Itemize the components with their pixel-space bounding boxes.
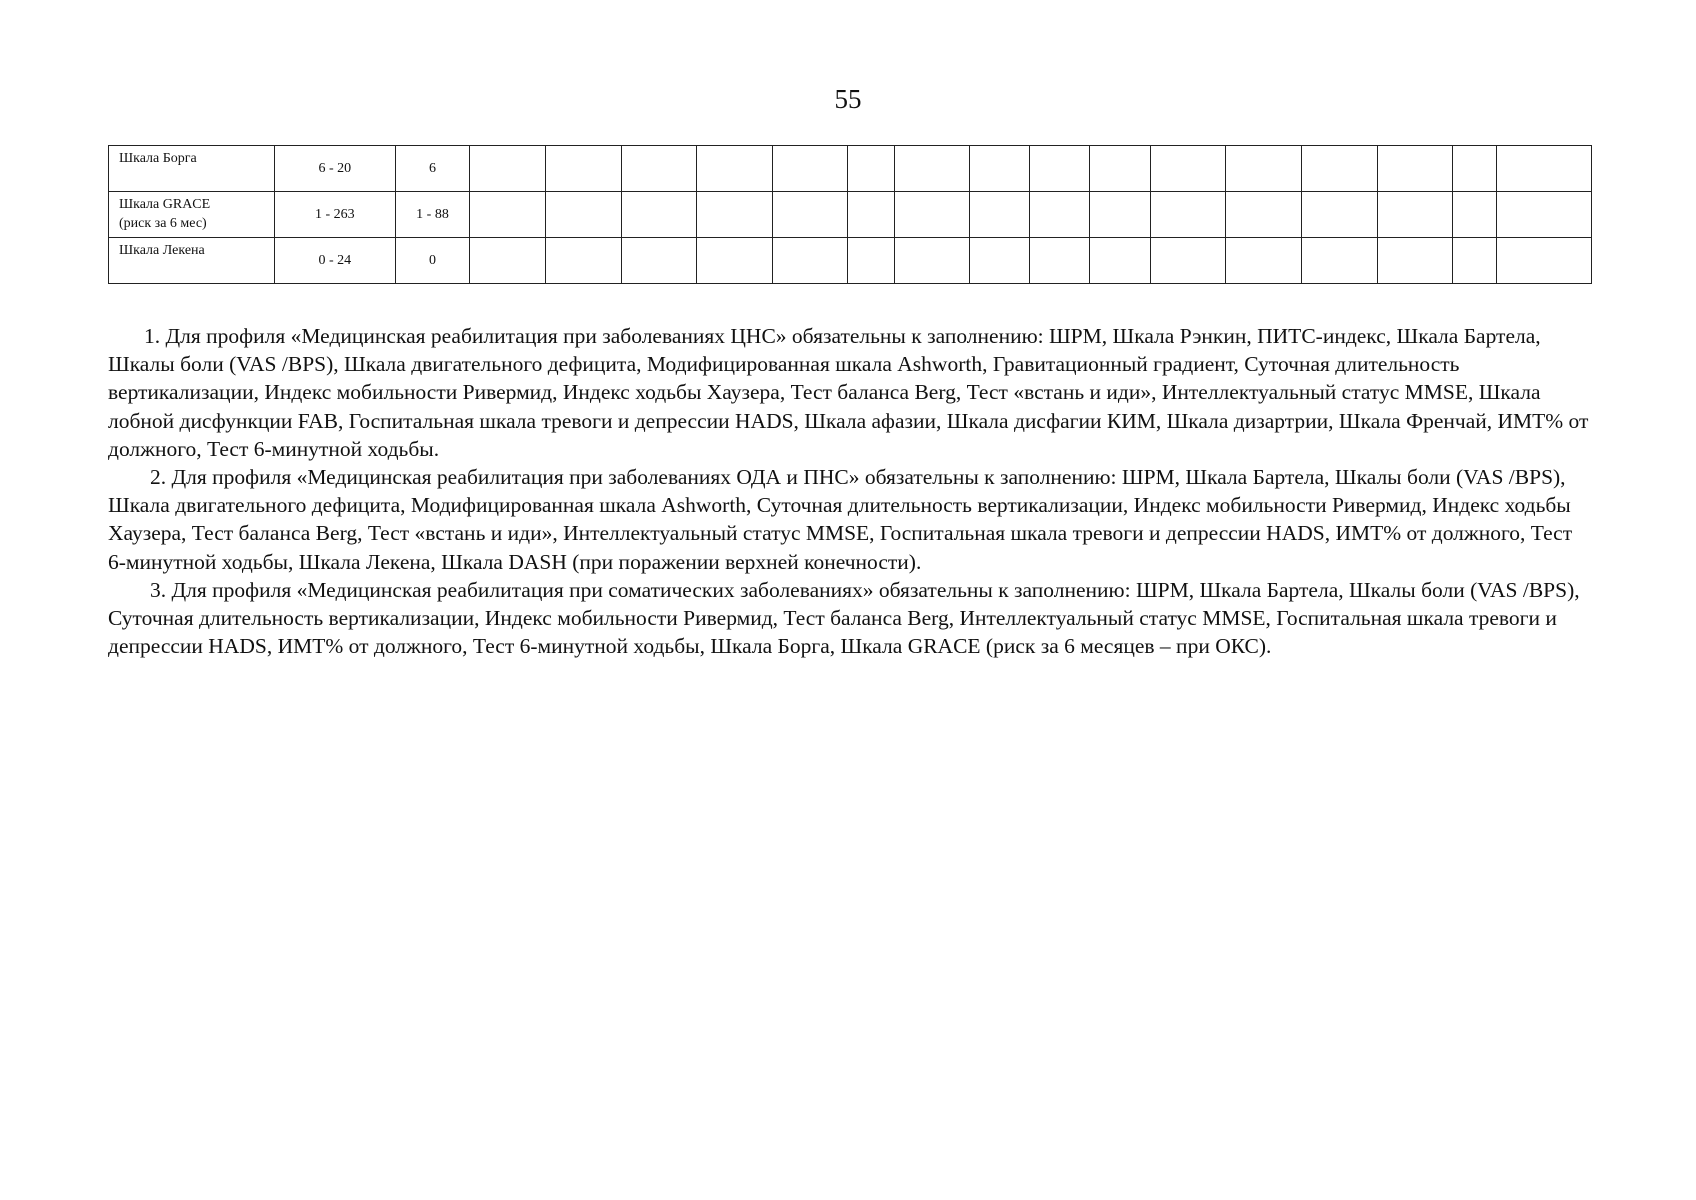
empty-cell	[1150, 192, 1226, 238]
empty-cell	[1497, 192, 1592, 238]
empty-cell	[894, 192, 970, 238]
empty-cell	[1089, 238, 1150, 284]
table-row	[109, 146, 1592, 192]
empty-cell	[1453, 192, 1497, 238]
empty-cell	[470, 146, 546, 192]
empty-cell	[621, 192, 697, 238]
scale-name-cell	[109, 146, 275, 192]
page-number: 55	[834, 84, 862, 114]
empty-cell	[1089, 192, 1150, 238]
paragraph-somatic-profile: 3. Для профиля «Медицинская реабилитация при соматических заболеваниях» обязательны к заполнению: ШРМ, Шкала Бартела, Шкалы боли (VAS /BPS), Суточная длительность вертикализации, Индекс мобильности Ривермид, Тест баланса Berg, Интеллектуальный статус MMSE, Госпитальная шкала тревоги и депрессии HADS, ИМТ% от должного, Тест 6-минутной ходьбы, Шкала Борга, Шкала GRACE (риск за 6 месяцев – при ОКС).	[108, 577, 1580, 659]
empty-cell	[1377, 238, 1453, 284]
empty-cell	[697, 146, 773, 192]
empty-cell	[1377, 146, 1453, 192]
empty-cell	[1150, 238, 1226, 284]
scale-name: Шкала Лекена	[119, 243, 205, 258]
empty-cell	[772, 146, 848, 192]
scale-name-note: (риск за 6 мес)	[119, 216, 207, 231]
empty-cell	[1301, 238, 1377, 284]
empty-cell	[1226, 192, 1302, 238]
empty-cell	[848, 238, 894, 284]
empty-cell	[1453, 146, 1497, 192]
scale-range-cell: 0 - 24	[274, 238, 395, 284]
empty-cell	[970, 238, 1030, 284]
empty-cell	[848, 146, 894, 192]
empty-cell	[970, 192, 1030, 238]
empty-cell	[1453, 238, 1497, 284]
paragraph-cns-profile: 1. Для профиля «Медицинская реабилитация при заболеваниях ЦНС» обязательны к заполнению: ШРМ, Шкала Рэнкин, ПИТС-индекс, Шкала Бартела, Шкалы боли (VAS /BPS), Шкала двигательного дефицита, Модифицированная шкала Ashworth, Гравитационный градиент, Суточная длительность вертикализации, Индекс мобильности Ривермид, Индекс ходьбы Хаузера, Тест баланса Berg, Тест «встань и иди», Интеллектуальный статус MMSE, Шкала лобной дисфункции FAB, Госпитальная шкала тревоги и депрессии HADS, Шкала афазии, Шкала дисфагии КИМ, Шкала дизартрии, Шкала Френчай, ИМТ% от должного, Тест 6-минутной ходьбы.	[108, 324, 1589, 461]
empty-cell	[470, 238, 546, 284]
scale-value-cell: 0	[395, 238, 470, 284]
empty-cell	[848, 192, 894, 238]
empty-cell	[470, 192, 546, 238]
scale-value-cell: 6	[395, 146, 470, 192]
empty-cell	[772, 238, 848, 284]
table-row	[109, 192, 1592, 238]
scale-range-cell: 1 - 263	[274, 192, 395, 238]
scales-table	[108, 145, 1592, 284]
empty-cell	[772, 192, 848, 238]
empty-cell	[1301, 146, 1377, 192]
scale-name: Шкала Борга	[119, 151, 197, 166]
empty-cell	[894, 238, 970, 284]
scale-name-cell	[109, 238, 275, 284]
scale-name-cell	[109, 192, 275, 238]
empty-cell	[1150, 146, 1226, 192]
empty-cell	[1226, 238, 1302, 284]
empty-cell	[970, 146, 1030, 192]
scale-name: Шкала GRACE	[119, 197, 211, 212]
empty-cell	[894, 146, 970, 192]
table-row	[109, 238, 1592, 284]
empty-cell	[1497, 238, 1592, 284]
empty-cell	[1226, 146, 1302, 192]
empty-cell	[1301, 192, 1377, 238]
empty-cell	[697, 238, 773, 284]
body-text	[108, 322, 1593, 660]
empty-cell	[545, 238, 621, 284]
scale-range-cell: 6 - 20	[274, 146, 395, 192]
empty-cell	[1377, 192, 1453, 238]
empty-cell	[1030, 192, 1090, 238]
empty-cell	[621, 146, 697, 192]
empty-cell	[545, 146, 621, 192]
empty-cell	[1030, 238, 1090, 284]
empty-cell	[621, 238, 697, 284]
paragraph-oda-pns-profile: 2. Для профиля «Медицинская реабилитация при заболеваниях ОДА и ПНС» обязательны к заполнению: ШРМ, Шкала Бартела, Шкалы боли (VAS /BPS), Шкала двигательного дефицита, Модифицированная шкала Ashworth, Суточная длительность вертикализации, Индекс мобильности Ривермид, Индекс ходьбы Хаузера, Тест баланса Berg, Тест «встань и иди», Интеллектуальный статус MMSE, Госпитальная шкала тревоги и депрессии HADS, ИМТ% от должного, Тест 6-минутной ходьбы, Шкала Лекена, Шкала DASH (при поражении верхней конечности).	[108, 465, 1573, 574]
empty-cell	[1497, 146, 1592, 192]
empty-cell	[1030, 146, 1090, 192]
empty-cell	[697, 192, 773, 238]
empty-cell	[1089, 146, 1150, 192]
empty-cell	[545, 192, 621, 238]
scale-value-cell: 1 - 88	[395, 192, 470, 238]
